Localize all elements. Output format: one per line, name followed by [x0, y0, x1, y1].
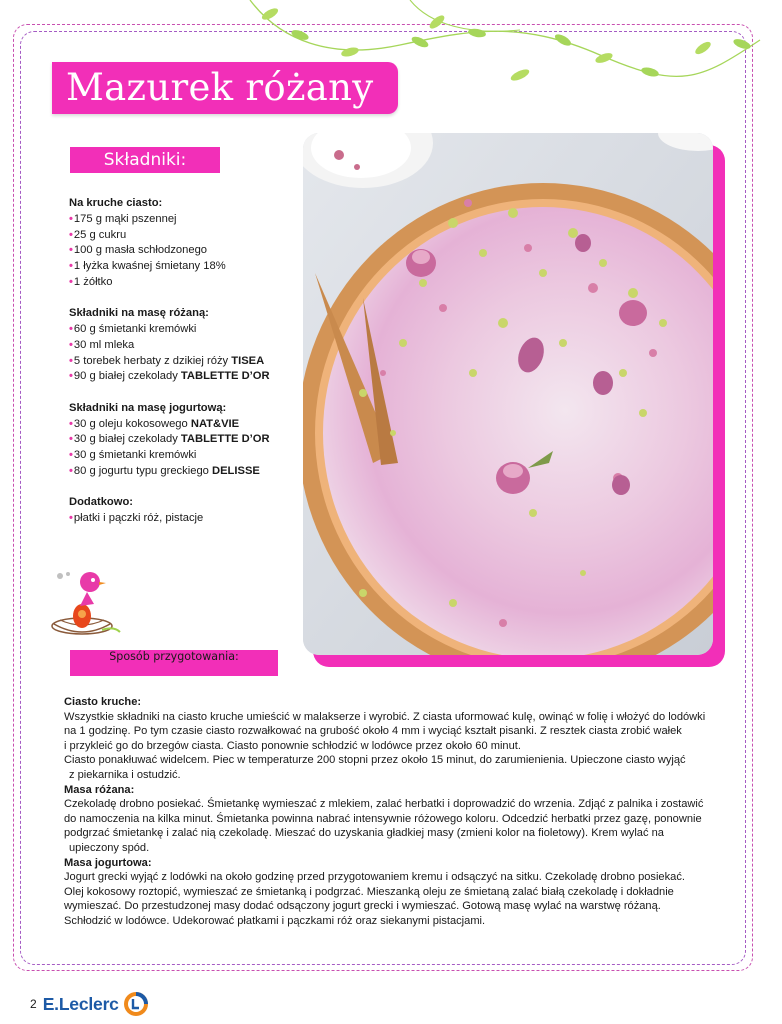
- bullet-icon: •: [69, 449, 73, 462]
- ingredient-group: [69, 306, 299, 385]
- ingredient-text: płatki i pączki róż, pistacje: [73, 512, 204, 525]
- ingredient-item: [69, 511, 299, 527]
- preparation-line: i przykleić go do brzegów ciasta. Ciasto ponownie schłodzić w lodówce przez około 60 minut.: [64, 739, 521, 752]
- ingredient-group: [69, 196, 299, 291]
- ingredient-text: 30 g białej czekolady: [73, 433, 181, 446]
- ingredient-item: [69, 354, 299, 370]
- ingredient-item: [69, 212, 299, 228]
- ingredient-item: [69, 448, 299, 464]
- ingredient-group-title: Na kruche ciasto:: [69, 197, 163, 209]
- ingredient-text: 90 g białej czekolady: [73, 370, 181, 383]
- ingredient-item: [69, 464, 299, 480]
- ingredient-item: [69, 243, 299, 259]
- preparation-line: Ciasto ponakłuwać widelcem. Piec w temperaturze 200 stopni przez około 15 minut, do zarumienienia. Upieczone ciasto wyjąć: [64, 754, 686, 767]
- page-number: 2: [30, 997, 37, 1011]
- preparation-label: Sposób przygotowania:: [70, 650, 278, 676]
- preparation-line: do namoczenia na kilka minut. Śmietanka powinna nabrać intensywnie różowego koloru. Odcedzić herbatki przez gazę, ponownie: [64, 812, 702, 825]
- ingredient-group-title: Składniki na masę jogurtową:: [69, 401, 227, 414]
- bullet-icon: •: [69, 228, 73, 241]
- preparation-line: Wszystkie składniki na ciasto kruche umieścić w malakserze i wyrobić. Z ciasta uformować kulę, owinąć w folię i włożyć do lodówki: [64, 710, 706, 723]
- ingredient-item: [69, 417, 299, 433]
- ingredient-group: [69, 401, 299, 480]
- bullet-icon: •: [69, 260, 73, 273]
- page-footer: [30, 990, 149, 1018]
- cake-photo: [303, 133, 713, 655]
- ingredient-text: 30 g śmietanki kremówki: [73, 449, 197, 462]
- bullet-icon: •: [69, 370, 73, 383]
- ingredient-text: 25 g cukru: [73, 228, 127, 241]
- ingredient-text: 1 żółtko: [73, 275, 113, 288]
- preparation-line: podgrzać śmietankę i zalać nią czekoladę. Mieszać do uzyskania gładkiej masy (zmieni kolor na fioletowy). Krem wylać na: [64, 827, 664, 840]
- bullet-icon: •: [69, 354, 73, 367]
- preparation-text: [64, 695, 734, 929]
- ingredient-brand: DELISSE: [212, 464, 260, 477]
- ingredient-group-title: Składniki na masę różaną:: [69, 307, 209, 320]
- preparation-step-heading: Masa jogurtowa:: [64, 856, 152, 869]
- bullet-icon: •: [69, 275, 73, 288]
- ingredient-brand: NAT&VIE: [190, 417, 240, 430]
- bullet-icon: •: [69, 212, 73, 225]
- ingredients-list: [69, 196, 299, 542]
- preparation-line: Jogurt grecki wyjąć z lodówki na około godzinę przed przygotowaniem kremu i odsączyć na sitku. Czekoladę drobno posiekać.: [64, 871, 685, 884]
- bullet-icon: •: [69, 338, 73, 351]
- preparation-line: Schłodzić w lodówce. Udekorować płatkami i pączkami róż oraz siekanymi pistacjami.: [64, 914, 486, 927]
- bullet-icon: •: [69, 244, 73, 257]
- ingredient-item: [69, 432, 299, 448]
- ingredient-text: 100 g masła schłodzonego: [73, 244, 208, 257]
- bullet-icon: •: [69, 417, 73, 430]
- preparation-line: upieczony spód.: [69, 841, 150, 854]
- bullet-icon: •: [69, 433, 73, 446]
- recipe-title: Mazurek różany: [66, 66, 374, 109]
- preparation-line: wymieszać. Do przestudzonej masy dodać odsączony jogurt grecki i wymieszać. Gotową masę wylać na warstwę różaną.: [64, 900, 661, 913]
- preparation-line: Olej kokosowy roztopić, wymieszać ze śmietanką i podgrzać. Mieszanką oleju ze śmietaną zalać białą czekoladę i dokładnie: [64, 885, 674, 898]
- ingredient-brand: TISEA: [231, 354, 265, 367]
- ingredient-group: [69, 495, 299, 527]
- bullet-icon: •: [69, 512, 73, 525]
- ingredient-item: [69, 228, 299, 244]
- preparation-line: Czekoladę drobno posiekać. Śmietankę wymieszać z mlekiem, zalać herbatki i doprowadzić do wrzenia. Zdjąć z palnika i zostawić: [64, 798, 704, 811]
- ingredient-group-title: Dodatkowo:: [69, 496, 134, 509]
- bullet-icon: •: [69, 464, 73, 477]
- ingredient-text: 175 g mąki pszennej: [73, 212, 177, 225]
- ingredient-item: [69, 369, 299, 385]
- preparation-step-heading: Ciasto kruche:: [64, 696, 142, 708]
- ingredient-item: [69, 322, 299, 338]
- ingredients-label: Składniki:: [70, 147, 220, 173]
- ingredient-text: 80 g jogurtu typu greckiego: [73, 464, 212, 477]
- ingredient-brand: TABLETTE D’OR: [180, 370, 270, 383]
- ingredient-text: 60 g śmietanki kremówki: [73, 323, 197, 336]
- leclerc-logo-icon: [123, 991, 149, 1017]
- preparation-line: z piekarnika i ostudzić.: [69, 768, 181, 781]
- ingredient-item: [69, 275, 299, 291]
- ingredient-brand: TABLETTE D’OR: [180, 433, 270, 446]
- ingredient-text: 30 ml mleka: [73, 338, 135, 351]
- preparation-step-heading: Masa różana:: [64, 783, 135, 796]
- ingredient-text: 30 g oleju kokosowego: [73, 417, 191, 430]
- ingredient-item: [69, 259, 299, 275]
- preparation-line: na 1 godzinę. Po tym czasie ciasto rozwałkować na grubość około 4 mm i wyciąć kształt pisanki. Z resztek ciasta zrobić wałek: [64, 725, 682, 738]
- ingredient-text: 5 torebek herbaty z dzikiej róży: [73, 354, 232, 367]
- ingredient-text: 1 łyżka kwaśnej śmietany 18%: [73, 260, 226, 273]
- bullet-icon: •: [69, 323, 73, 336]
- ingredient-item: [69, 338, 299, 354]
- leclerc-wordmark: E.Leclerc: [42, 993, 119, 1014]
- bird-nest-illustration: [42, 568, 122, 640]
- rose-mazurek-image: [303, 133, 713, 655]
